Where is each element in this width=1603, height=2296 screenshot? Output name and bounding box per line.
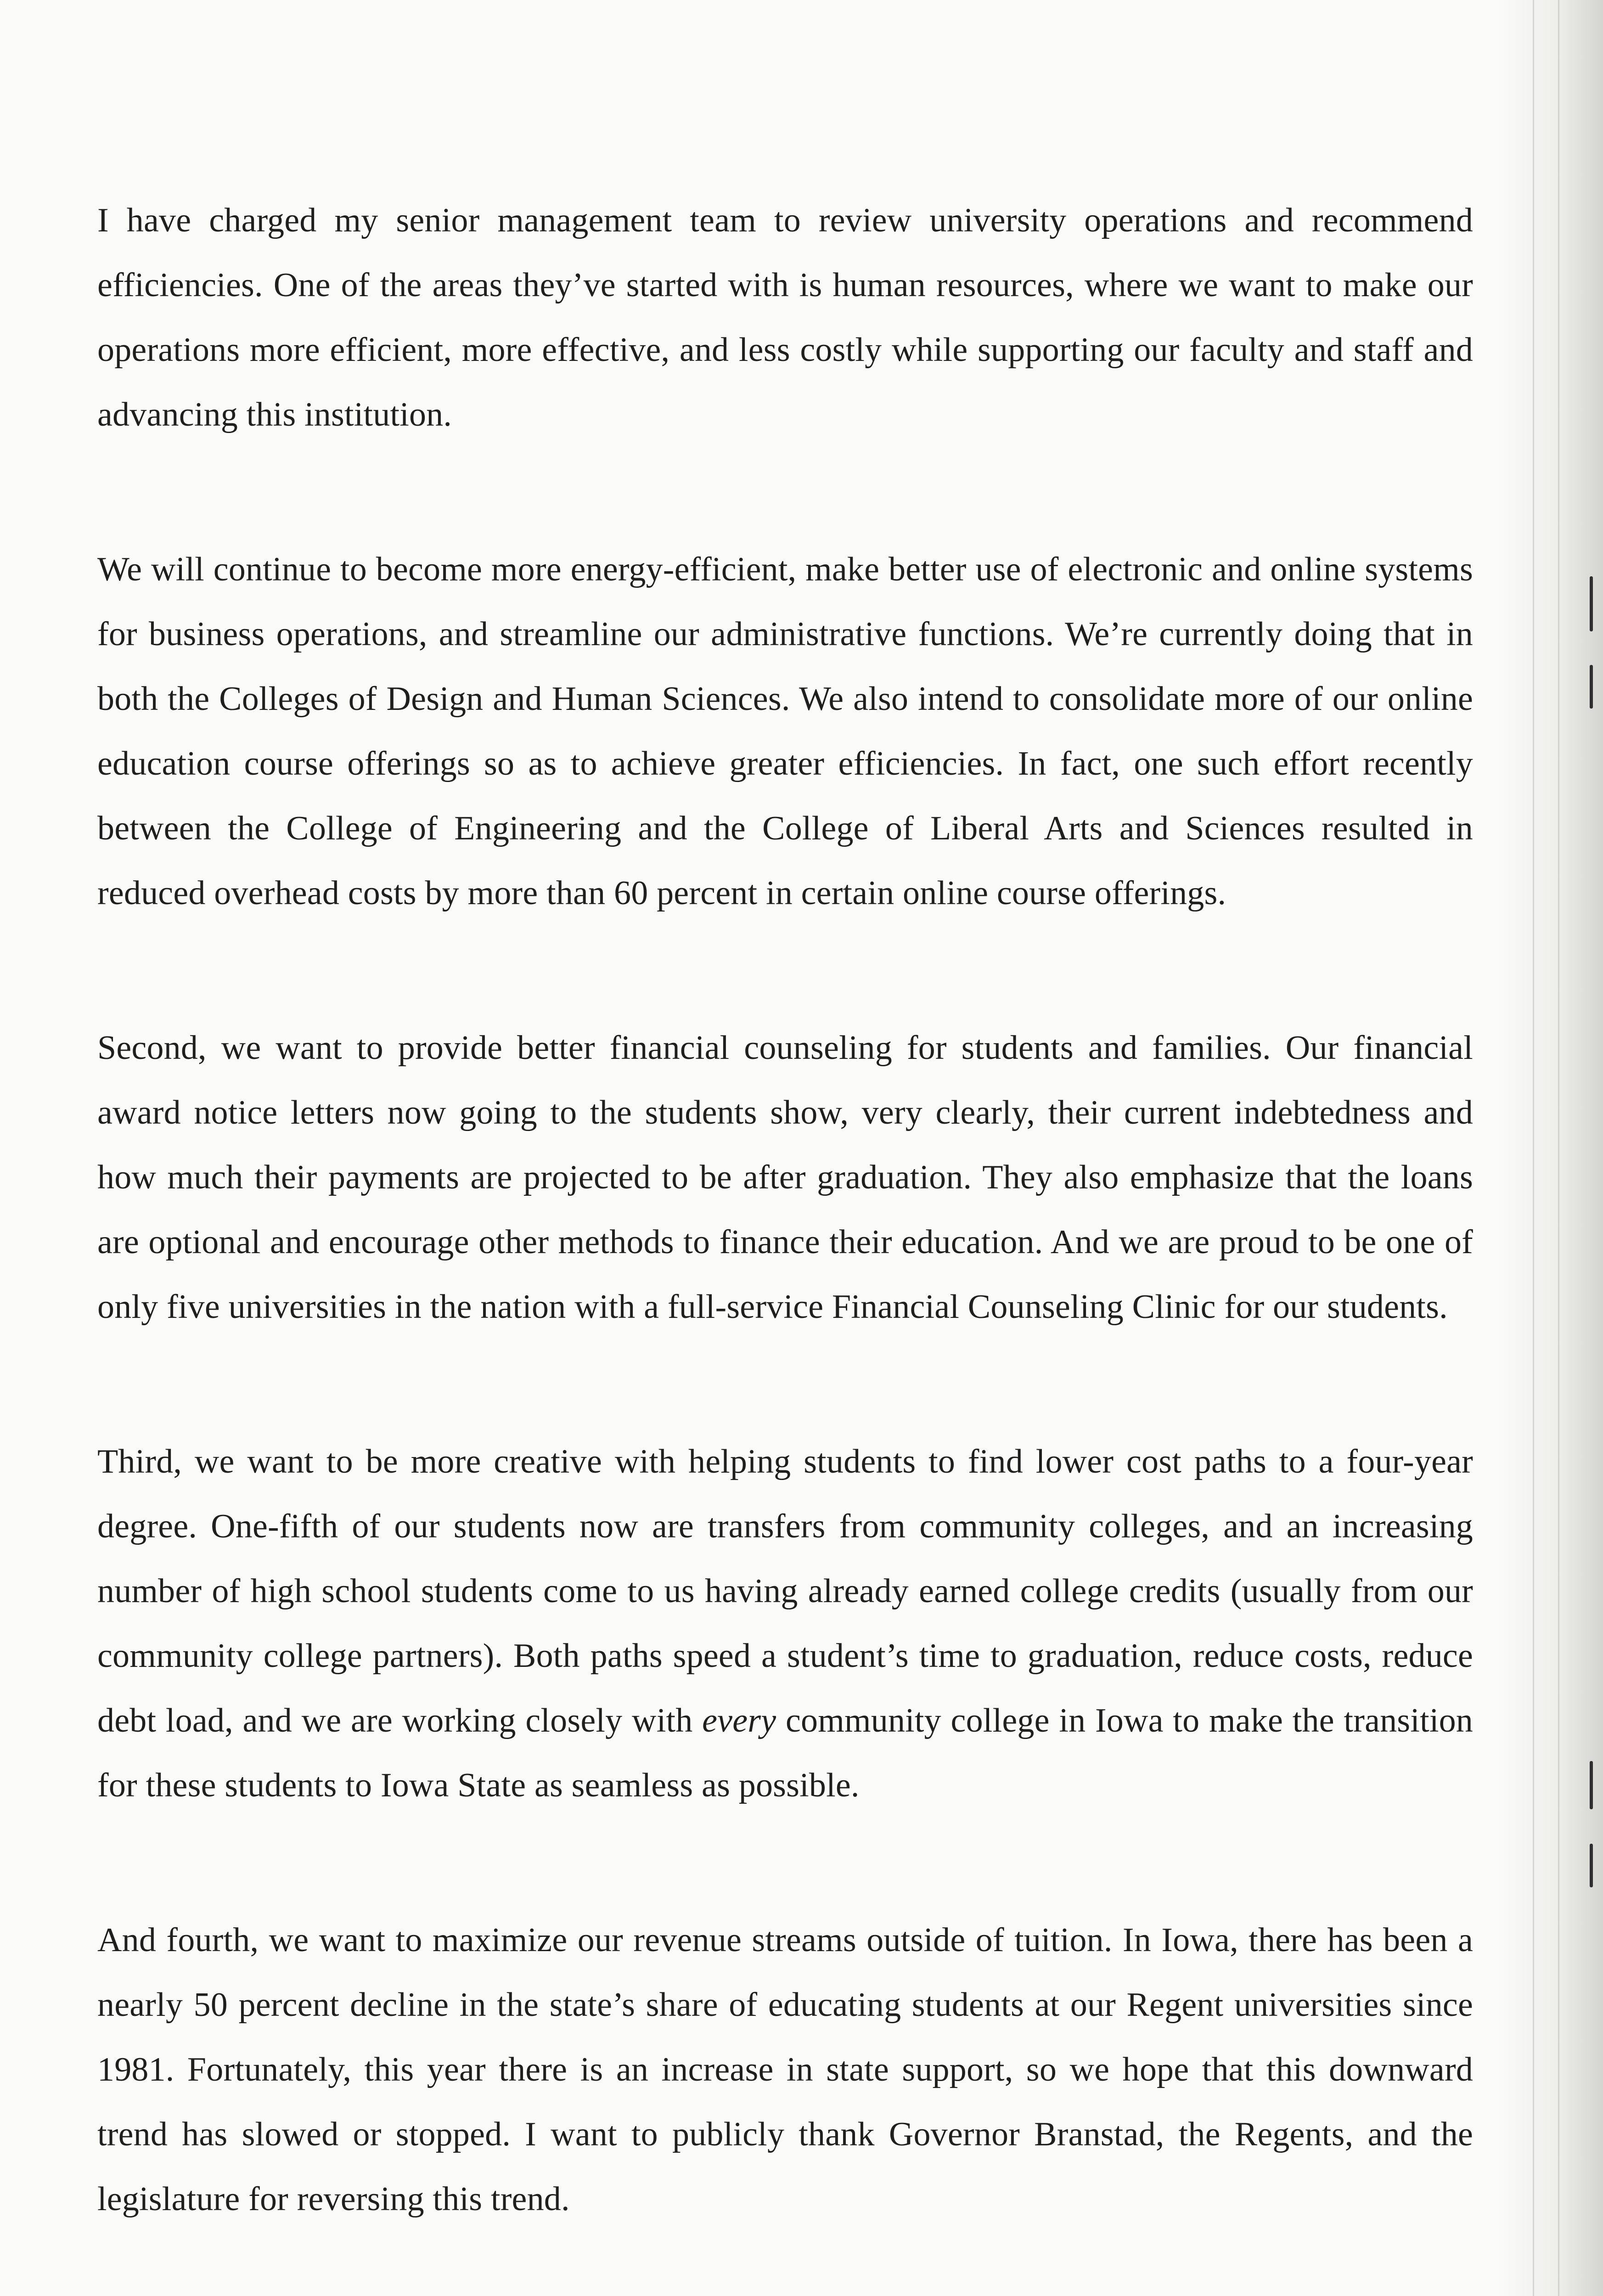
binding-staple-mark: [1590, 1761, 1593, 1809]
binding-staple-mark: [1590, 665, 1593, 709]
paragraph-energy: [97, 537, 1473, 926]
paragraph-text: I have charged my senior management team to review university operations and recommend efficiencies. One of the areas they’ve started with is human resources, where we want to make our operations more efficient, more effective, and less costly while supporting our faculty and staff and advancing this institution.: [97, 202, 1473, 433]
paragraph-revenue-streams: [97, 1908, 1473, 2232]
paragraph-emphasis: every: [702, 1702, 776, 1739]
paragraph-financial-counseling: [97, 1016, 1473, 1339]
page-edge-line: [1558, 0, 1559, 2296]
body-text: [97, 188, 1473, 2232]
paragraph-text-continued: community college in Iowa to make the transition for these students to Iowa State as seamless as possible.: [97, 1702, 1473, 1804]
paragraph-text: And fourth, we want to maximize our revenue streams outside of tuition. In Iowa, there has been a nearly 50 percent decline in the state’s share of educating students at our Regent universities since 1981. Fortunately, this year there is an increase in state support, so we hope that this downward trend has slowed or stopped. I want to publicly thank Governor Branstad, the Regents, and the legislature for reversing this trend.: [97, 1921, 1473, 2218]
paragraph-efficiencies: [97, 188, 1473, 447]
paragraph-text: We will continue to become more energy-efficient, make better use of electronic and online systems for business operations, and streamline our administrative functions. We’re currently doing that in both the Colleges of Design and Human Sciences. We also intend to consolidate more of our online education course offerings so as to achieve greater efficiencies. In fact, one such effort recently between the College of Engineering and the College of Liberal Arts and Sciences resulted in reduced overhead costs by more than 60 percent in certain online course offerings.: [97, 551, 1473, 912]
binding-staple-mark: [1590, 576, 1593, 631]
page-edge-line: [1533, 0, 1534, 2296]
paragraph-text: Second, we want to provide better financial counseling for students and families. Our financial award notice letters now going to the students show, very clearly, their current indebtedness and how much their payments are projected to be after graduation. They also emphasize that the loans are optional and encourage other methods to finance their education. And we are proud to be one of only five universities in the nation with a full-service Financial Counseling Clinic for our students.: [97, 1029, 1473, 1326]
binding-gutter-shadow: [1497, 0, 1603, 2296]
binding-staple-mark: [1590, 1844, 1593, 1887]
paragraph-lower-cost-paths: [97, 1429, 1473, 1818]
paragraph-text: Third, we want to be more creative with helping students to find lower cost paths to a four-year degree. One-fifth of our students now are transfers from community colleges, and an increasing number of high school students come to us having already earned college credits (usually from our community college partners). Both paths speed a student’s time to graduation, reduce costs, reduce debt load, and we are working closely with: [97, 1443, 1473, 1739]
